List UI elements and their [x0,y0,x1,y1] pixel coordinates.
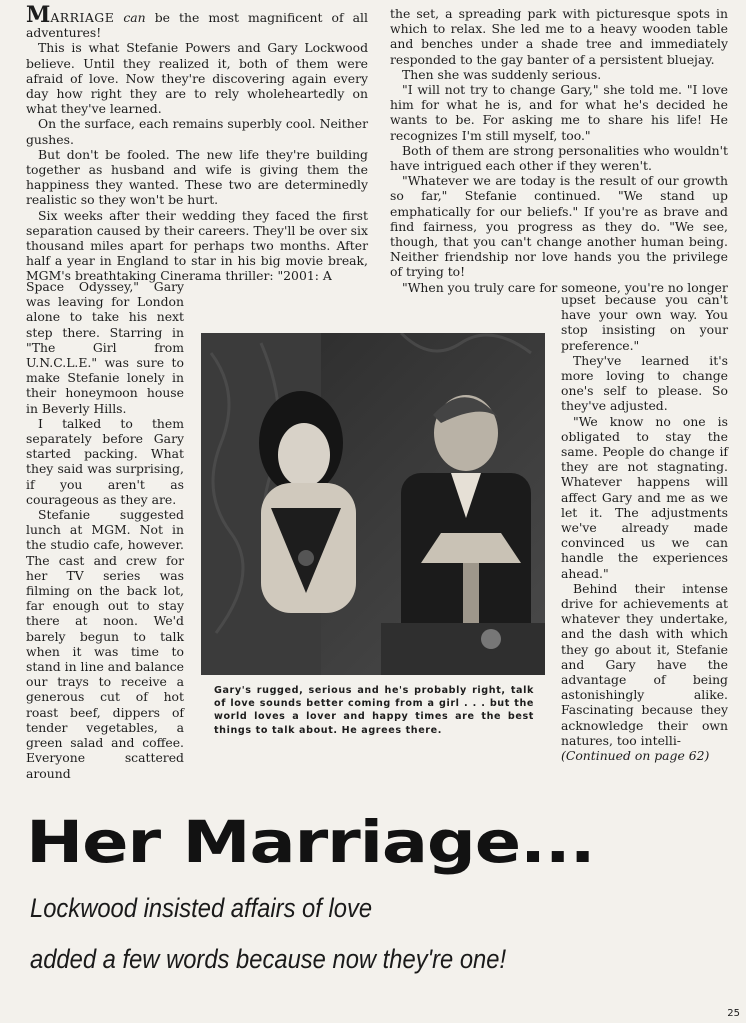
article-paragraph: They've learned it's more loving to change one's self to please. So they've adjusted. [561,352,728,414]
article-paragraph: Both of them are strong personalities who wouldn't have intrigued each other if they weren't. [390,142,728,174]
article-paragraph: On the surface, each remains superbly cool. Neither gushes. [26,116,368,147]
article-paragraph: "We know no one is obligated to stay the same. People do change if they are not stagnating. Whatever happens will affect Gary and me as we let it. The adjustments we've already made convinced us we can handle the experiences ahead." [561,413,728,581]
drop-cap: M [26,2,51,28]
article-paragraph: "Whatever we are today is the result of our growth so far," Stefanie continued. "We stand up emphatically for our beliefs." If you're as brave and find fairness, you progress as they do. "We see, though, that you can't change another human being. Neither friendship nor love hands you the privilege of trying to! [390,173,728,280]
couple-photo [201,333,545,675]
article-column-left-narrow [26,279,184,781]
subheadline: Lockwood insisted affairs of love [30,893,373,923]
photo-caption: Gary's rugged, serious and he's probably right, talk of love sounds better coming from a girl . . . but the world loves a lover and happy times are the best things to talk about. He agrees there. [214,685,534,736]
article-paragraph: But don't be fooled. The new life they're building together as husband and wife is giving them the happiness they wanted. These two are determinedly realistic so they won't be hurt. [26,146,368,208]
couple-photo-icon [201,333,545,675]
article-paragraph: Six weeks after their wedding they faced the first separation caused by their careers. They'll be over six thousand miles apart for perhaps two months. After half a year in England to star in his big movie break, MGM's breathtaking Cinerama thriller: "2001: A [26,207,368,284]
page-number: 25 [727,1008,740,1019]
article-column-left-top [26,2,368,284]
article-paragraph: Stefanie suggested lunch at MGM. Not in the studio cafe, however. The cast and crew for her TV series was filming on the back lot, far enough out to stay there at noon. We'd barely begun to talk when it was time to stand in line and balance our trays to receive a generous cut of hot roast beef, dippers of tender vegetables, a green salad and coffee. Everyone scattered around [26,507,184,781]
continued-note: (Continued on page 62) [561,748,710,764]
article-paragraph: This is what Stefanie Powers and Gary Lockwood believe. Until they realized it, both of them were afraid of love. Now they're discovering again every day how right they are to rely wholeheartedly on what they've learned. [26,40,368,117]
article-paragraph: I talked to them separately before Gary started packing. What they said was surprising, if you aren't as courageous as they are. [26,415,184,507]
subheadline: added a few words because now they're one! [30,944,507,974]
article-column-right-top [390,6,728,295]
article-paragraph: Behind their intense drive for achievements at whatever they undertake, and the dash with which they go about it, Stefanie and Gary have the advantage of being astonishingly alike. Fascinating because they acknowledge their own natures, too intelli- [561,580,728,748]
article-paragraph: the set, a spreading park with picturesque spots in which to relax. She led me to a heavy wooden table and benches under a shade tree and immediately responded to the gay banter of a persistent bluejay. [390,6,728,67]
article-column-right-narrow [561,292,728,763]
article-paragraph: Then she was suddenly serious. [402,66,602,82]
article-paragraph: Space Odyssey," Gary was leaving for London alone to take his next step there. Starring in "The Girl from U.N.C.L.E." was sure to make Stefanie lonely in their honeymoon house in Beverly Hills. [26,279,184,416]
article-paragraph: upset because you can't have your own way. You stop insisting on your preference." [561,292,728,353]
opening-paragraph: MARRIAGE can be the most magnificent of all adventures! [26,2,368,41]
article-paragraph: "I will not try to change Gary," she told me. "I love him for what he is, and for what he's decided he wants to be. For asking me to share his life! He recognizes I'm still myself, too." [390,82,728,143]
article-paragraph: "When you truly care for someone, you're no longer [402,279,728,295]
page-title: Her Marriage... [26,808,595,876]
